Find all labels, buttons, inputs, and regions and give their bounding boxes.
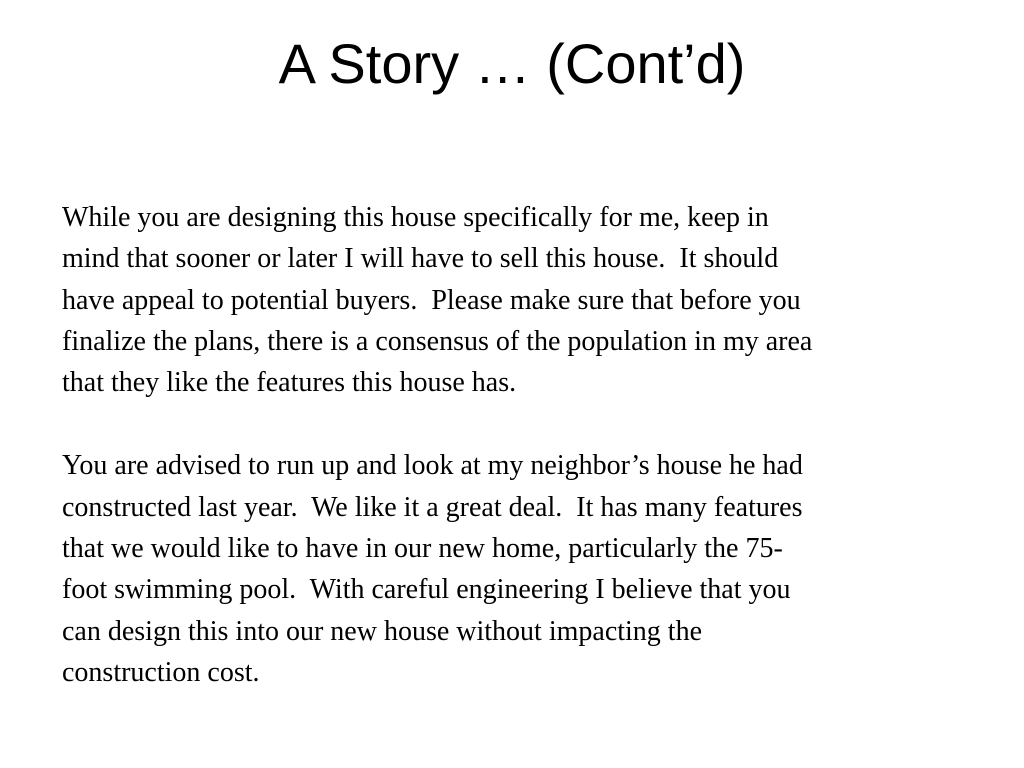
paragraph-line: While you are designing this house specifically for me, keep in — [62, 202, 769, 233]
paragraph-2 — [62, 445, 992, 693]
paragraph-line: that we would like to have in our new home, particularly the 75- — [62, 533, 783, 565]
paragraph-1 — [62, 197, 992, 403]
slide-title: A Story … (Cont’d) — [278, 32, 746, 95]
paragraph-line: finalize the plans, there is a consensus of the population in my area — [62, 325, 813, 357]
paragraph-line: have appeal to potential buyers. Please make sure that before you — [62, 284, 801, 316]
paragraph-line: construction cost. — [62, 656, 260, 688]
paragraph-line: foot swimming pool. With careful engineering I believe that you — [62, 574, 791, 606]
paragraph-line: can design this into our new house without impacting the — [62, 615, 703, 647]
paragraph-line: that they like the features this house has. — [62, 367, 517, 399]
paragraph-line: You are advised to run up and look at my neighbor’s house he had — [62, 450, 803, 482]
paragraph-line: constructed last year. We like it a great deal. It has many features — [62, 491, 803, 523]
slide-body — [62, 197, 992, 693]
paragraph-line: mind that sooner or later I will have to sell this house. It should — [62, 243, 779, 275]
paragraph-spacer — [62, 403, 992, 445]
